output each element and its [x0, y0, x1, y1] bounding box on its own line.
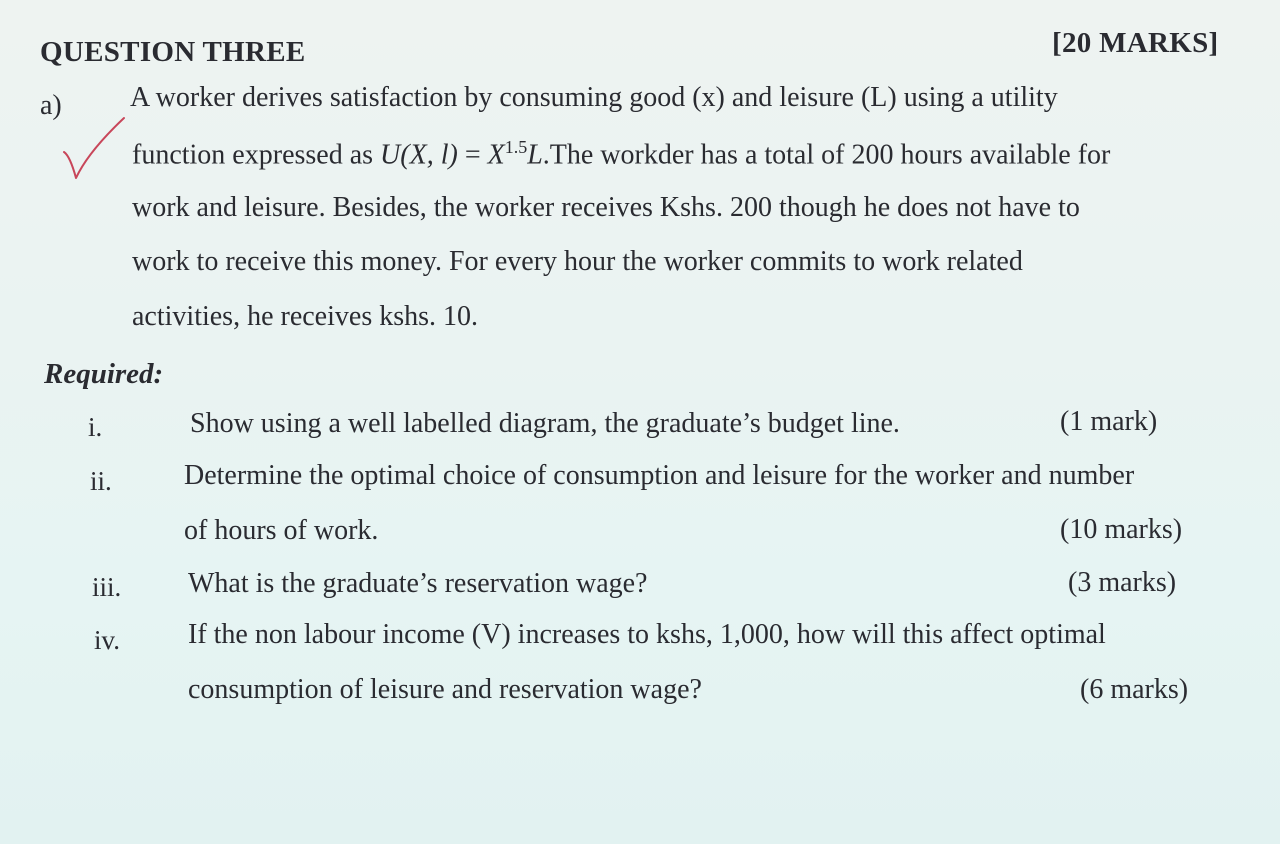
- item-text: consumption of leisure and reservation wage?: [188, 674, 702, 705]
- part-a-label: a): [40, 90, 62, 121]
- part-a-line-5: activities, he receives kshs. 10.: [132, 301, 479, 332]
- item-numeral: iii.: [92, 572, 122, 602]
- part-a-line-4: work to receive this money. For every hour the worker commits to work related: [132, 246, 1023, 277]
- item-marks: (3 marks): [1068, 567, 1177, 598]
- item-marks: (10 marks): [1060, 514, 1183, 545]
- item-text: of hours of work.: [184, 515, 379, 546]
- item-numeral: i.: [88, 412, 103, 442]
- required-heading: Required:: [44, 358, 164, 390]
- line-2-suffix: .The workder has a total of 200 hours available for: [542, 139, 1111, 171]
- item-text: Determine the optimal choice of consumption and leisure for the worker and number: [184, 460, 1135, 491]
- item-text: What is the graduate’s reservation wage?: [188, 568, 648, 599]
- utility-formula-equals: =: [457, 139, 488, 171]
- part-a-line-3: work and leisure. Besides, the worker receives Kshs. 200 though he does not have to: [132, 192, 1080, 223]
- item-numeral: ii.: [90, 466, 112, 496]
- item-text: Show using a well labelled diagram, the graduate’s budget line.: [190, 408, 900, 439]
- utility-formula-exponent: 1.5: [504, 137, 528, 157]
- part-a-line-1: A worker derives satisfaction by consuming good (x) and leisure (L) using a utility: [130, 82, 1058, 113]
- utility-formula-base: X: [487, 139, 505, 171]
- total-marks: [20 MARKS]: [1052, 27, 1219, 59]
- question-title: QUESTION THREE: [40, 36, 306, 68]
- item-marks: (1 mark): [1060, 406, 1158, 437]
- part-a-line-2: [132, 138, 1110, 169]
- item-text: If the non labour income (V) increases to kshs, 1,000, how will this affect optimal: [188, 619, 1106, 650]
- utility-formula-leisure: L: [527, 139, 543, 171]
- item-numeral: iv.: [94, 625, 120, 655]
- check-mark-icon: [60, 112, 130, 192]
- utility-formula-lhs: U(X, l): [380, 139, 458, 171]
- line-2-prefix: function expressed as: [132, 139, 381, 171]
- item-marks: (6 marks): [1080, 674, 1189, 705]
